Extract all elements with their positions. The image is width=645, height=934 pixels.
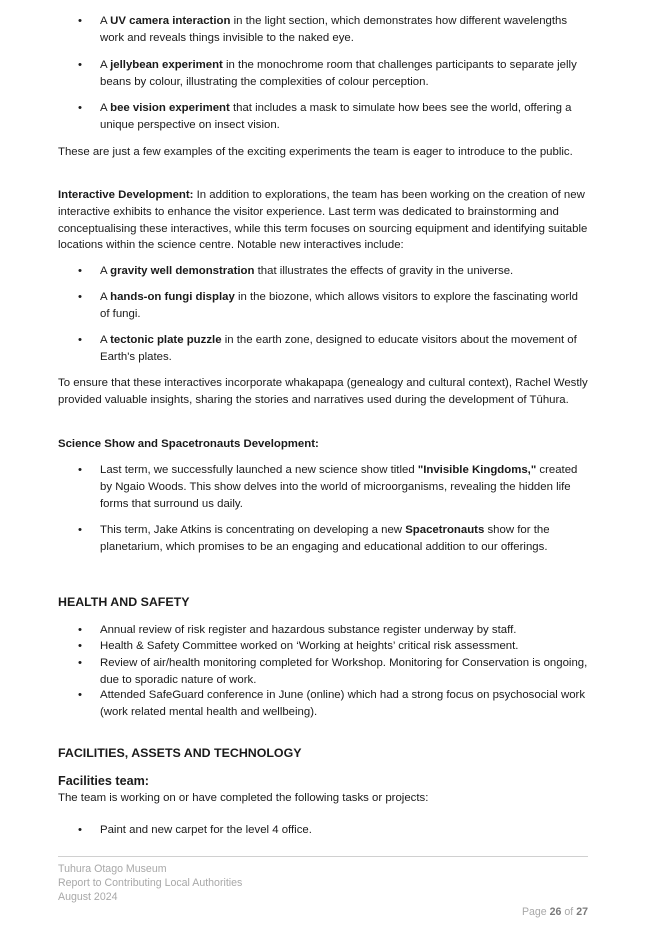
facilities-team-heading: Facilities team: [58, 774, 149, 788]
list-item: • A jellybean experiment in the monochrome room that challenges participants to separate jelly beans by colour, illustrating the complexities of colour perception. [78, 59, 577, 88]
list-item: • Paint and new carpet for the level 4 office. [78, 824, 312, 836]
page-number: Page 26 of 27 [521, 906, 588, 918]
list-item: • Annual review of risk register and hazardous substance register underway by staff. [78, 624, 517, 636]
paragraph-experiments: These are just a few examples of the exciting experiments the team is eager to introduce to the public. [58, 146, 573, 158]
footer-org: Tuhura Otago Museum [58, 863, 167, 875]
science-show-heading: Science Show and Spacetronauts Development: [58, 438, 319, 450]
list-item: • A hands-on fungi display in the biozone, which allows visitors to explore the fascinating world of fungi. [78, 291, 578, 320]
list-item: • Health & Safety Committee worked on ‘Working at heights’ critical risk assessment. [78, 640, 519, 652]
facilities-intro: The team is working on or have completed the following tasks or projects: [58, 792, 429, 804]
list-item: • Attended SafeGuard conference in June (online) which had a strong focus on psychosocial work (work related mental health and wellbeing). [78, 689, 586, 718]
health-safety-heading: HEALTH AND SAFETY [58, 595, 190, 609]
footer-date: August 2024 [58, 891, 118, 903]
footer-divider [58, 856, 588, 857]
paragraph-interactive-development: Interactive Development: In addition to explorations, the team has been working on the creation of new interactive exhibits to enhance the visitor experience. Last term was dedicated to brainstorming and conceptualising these interactives, while this term focuses on sourcing equipment and identifying suitable locations within the science centre. Notable new interactives include: [58, 189, 588, 252]
list-item: • Review of air/health monitoring completed for Workshop. Monitoring for Conservation is ongoing, due to sporadic nature of work. [78, 657, 588, 686]
list-item: • A bee vision experiment that includes a mask to simulate how bees see the world, offering a unique perspective on insect vision. [78, 102, 572, 131]
facilities-heading: FACILITIES, ASSETS AND TECHNOLOGY [58, 746, 302, 760]
list-item: • A UV camera interaction in the light section, which demonstrates how different wavelengths work and reveals things invisible to the naked eye. [78, 15, 568, 44]
list-item: • A gravity well demonstration that illustrates the effects of gravity in the universe. [78, 265, 514, 277]
list-item: • A tectonic plate puzzle in the earth zone, designed to educate visitors about the movement of Earth's plates. [78, 334, 577, 363]
paragraph-whakapapa: To ensure that these interactives incorporate whakapapa (genealogy and cultural context), Rachel Westly provided valuable insights, sharing the stories and narratives used during the development of Tūhura. [58, 377, 588, 406]
list-item: • This term, Jake Atkins is concentrating on developing a new Spacetronauts show for the planetarium, which promises to be an engaging and educational addition to our offerings. [78, 524, 550, 553]
list-item: • Last term, we successfully launched a new science show titled "Invisible Kingdoms," created by Ngaio Woods. This show delves into the world of microorganisms, revealing the hidden life forms that surround us daily. [78, 464, 578, 510]
footer-report-title: Report to Contributing Local Authorities [58, 877, 243, 889]
